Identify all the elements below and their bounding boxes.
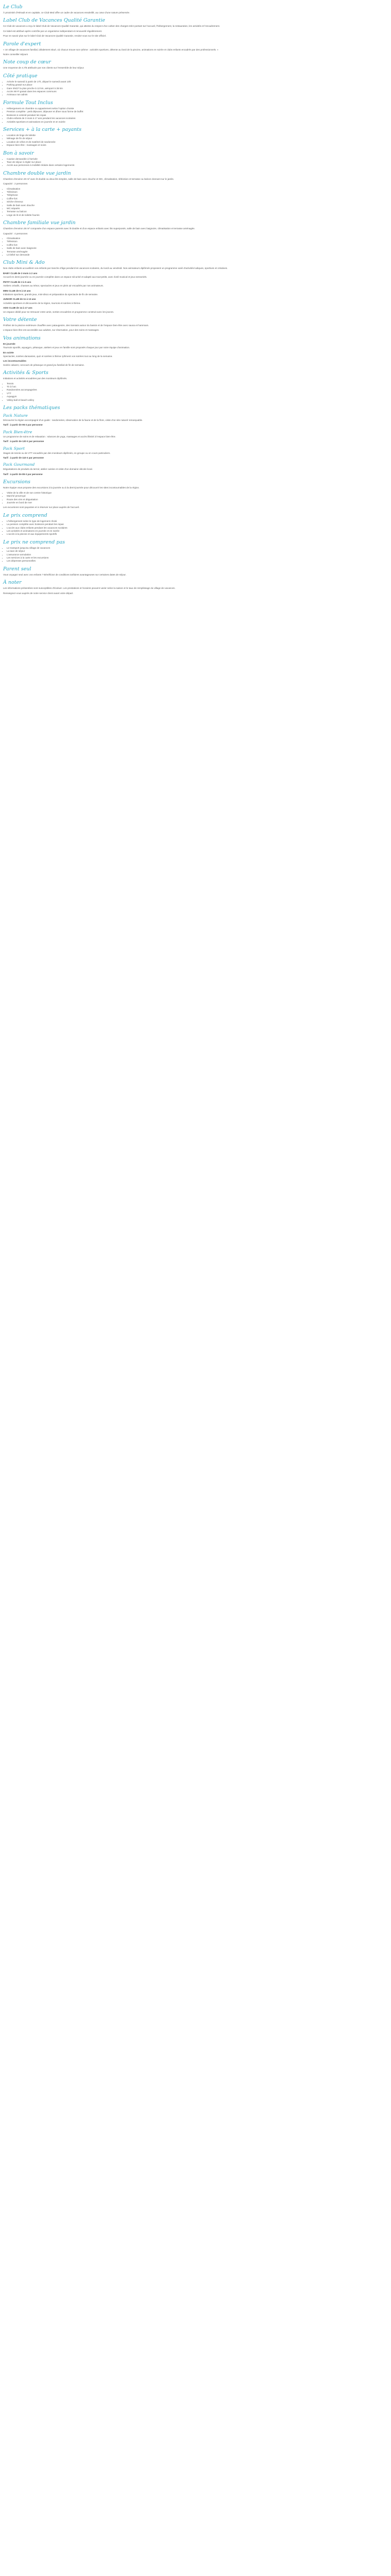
list-item: • Terrasse aménagée — [7, 250, 388, 253]
list-item: • Le transport jusqu'au village de vacances — [7, 547, 388, 550]
list-item: • Salle de bain avec douche — [7, 204, 388, 207]
bullet-list — [3, 158, 388, 167]
bullet-list — [3, 520, 388, 536]
section-heading: Vos animations — [3, 335, 41, 341]
section-heading: Formule Tout Inclus — [3, 99, 53, 106]
section-heading: Parent seul — [3, 566, 31, 572]
section-heading: Le prix comprend — [3, 512, 47, 518]
list-item: • Journée en bord de mer — [7, 501, 388, 504]
section-heading: Les packs thématiques — [3, 405, 60, 411]
section-heading: Parole d'expert — [3, 41, 41, 47]
subheading: JUNIOR CLUB de 11 à 13 ans — [3, 298, 36, 301]
subheading: PETIT CLUB de 3 à 5 ans — [3, 280, 31, 283]
paragraph: Notre équipe vous propose des excursions à la journée ou à la demi-journée pour découvrir les sites incontournables de la région. — [3, 486, 140, 489]
section-heading: Côté pratique — [3, 73, 38, 79]
list-item: • Activités sportives et animations en journée et en soirée — [7, 121, 388, 124]
paragraph: Renseignez-vous auprès de notre service client avant votre départ. — [3, 591, 74, 595]
paragraph: Les informations présentées sont susceptibles d'évoluer. Les prestations et horaires peuvent varier selon la saison et le taux de remplissage du village de vacances. — [3, 587, 175, 590]
section-les-packs-thematiques — [3, 405, 388, 411]
subheading: ADO CLUB de 14 à 17 ans — [3, 307, 32, 310]
list-item: • La taxe de séjour — [7, 550, 388, 553]
bullet-list — [3, 382, 388, 402]
list-item: • L'accès à la piscine et aux équipements sportifs — [7, 533, 388, 536]
list-item: • Les dépenses personnelles — [7, 560, 388, 563]
list-item: • Tir à l'arc — [7, 385, 388, 388]
section-label-club-de-vacances-qualite-garantie — [3, 18, 388, 38]
list-item: • Volley-ball et beach-volley — [7, 399, 388, 402]
subheading: Tarif : à partir de 85 € par personne — [3, 472, 43, 476]
paragraph: Spectacles, soirées dansantes, quiz et soirées à thème rythment vos soirées tout au long de la semaine. — [3, 354, 113, 358]
list-item: • Parking gratuit sur place — [7, 83, 388, 87]
section-heading: Bon à savoir — [3, 150, 34, 156]
section-pack-gourmand — [3, 462, 388, 476]
subheading: BABY CLUB de 3 mois à 2 ans — [3, 272, 38, 275]
section-heading: Chambre double vue jardin — [3, 170, 71, 176]
section-heading: Votre détente — [3, 316, 37, 323]
paragraph: Chambre d'environ 28 m² composée d'un espace parents avec lit double et d'un espace enfants avec lits superposés, salle de bain avec baignoire, climatisation et terrasse aménagée. — [3, 227, 196, 230]
section-le-prix-ne-comprend-pas — [3, 539, 388, 563]
paragraph: Nos clubs enfants accueillent vos enfants par tranche d'âge pendant les vacances scolaires, du lundi au vendredi. Nos animateurs diplômés proposent un programme varié d'activités ludiques, sportives et créatives. — [3, 267, 228, 270]
section-heading: Activités & Sports — [3, 370, 48, 376]
section-heading: Note coup de cœur — [3, 59, 51, 65]
section-heading: Chambre familiale vue jardin — [3, 220, 76, 226]
section-heading: Pack Nature — [3, 413, 28, 418]
section-heading: Pack Sport — [3, 446, 25, 451]
list-item: • Téléphone — [7, 194, 388, 197]
paragraph: À proximité d'Hérault et en capitale, ce Club Med offre un cadre de vacances ensoleillé, au cœur d'une nature préservée. — [3, 11, 130, 14]
paragraph: Initiations sportives, grands jeux, mini-disco et préparation du spectacle de fin de semaine. — [3, 293, 99, 296]
list-item: • Sèche-cheveux — [7, 200, 388, 204]
list-item: • Les activités et animations en journée et en soirée — [7, 530, 388, 533]
list-item: • Taxe de séjour à régler sur place — [7, 161, 388, 164]
list-item: • Linge de lit et de toilette fournis — [7, 214, 388, 217]
paragraph: Un programme de soins et de relaxation : séances de yoga, massages et accès illimité à l'espace bien-être. — [3, 435, 116, 438]
bullet-list — [3, 237, 388, 257]
section-heading: Label Club de Vacances Qualité Garantie — [3, 18, 105, 24]
list-item: • Climatisation — [7, 188, 388, 191]
paragraph: Vous voyagez seul avec vos enfants ? Bénéficiez de conditions tarifaires avantageuses sur certaines dates de séjour. — [3, 573, 126, 576]
paragraph: Ce Club de vacances a reçu le label Club de Vacances Qualité Garantie, qui atteste du respect d'un cahier des charges strict portant sur l'accueil, l'hébergement, la restauration, les activités et l'encadrement. — [3, 25, 220, 28]
list-item: • Clubs enfants de 3 mois à 17 ans pendant les vacances scolaires — [7, 117, 388, 120]
list-item: • Terrasse ou balcon — [7, 210, 388, 213]
subheading: Tarif : à partir de 95 € par personne — [3, 423, 43, 427]
list-item: • Hébergement en chambre ou appartement selon l'option choisie — [7, 107, 388, 110]
list-item: • Route des vins et dégustation — [7, 498, 388, 501]
section-pack-nature — [3, 413, 388, 427]
bullet-list — [3, 80, 388, 97]
section-heading: Le Club — [3, 4, 23, 10]
list-item: • Télévision — [7, 240, 388, 243]
list-item: • Caution demandée à l'arrivée — [7, 158, 388, 161]
paragraph: Soirée cabaret, concours de pétanque et grand jeu familial de fin de semaine. — [3, 363, 85, 366]
paragraph: Capacité : 2 personnes — [3, 182, 28, 185]
list-item: • Tennis — [7, 382, 388, 385]
list-item: • WC séparés — [7, 207, 388, 210]
list-item: • Coffre-fort — [7, 244, 388, 247]
subheading: Tarif : à partir de 110 € par personne — [3, 456, 44, 460]
section-note-coup-de-c-ur — [3, 59, 388, 70]
section-club-mini-ado — [3, 260, 388, 313]
subheading: En journée — [3, 342, 15, 345]
list-item: • Salle de bain avec baignoire — [7, 247, 388, 250]
list-item: • Accès aux personnes à mobilité réduite dans certains logements — [7, 164, 388, 167]
subheading: Les incontournables — [3, 360, 26, 363]
section-cote-pratique — [3, 73, 388, 97]
list-item: • Animaux non admis — [7, 93, 388, 96]
paragraph: Stages de tennis ou de VTT encadrés par des moniteurs diplômés, en groupe ou en cours particuliers. — [3, 451, 111, 454]
list-item: • Pension complète : petit déjeuner, déjeuner et dîner sous forme de buffet — [7, 110, 388, 113]
section-chambre-double-vue-jardin — [3, 171, 388, 217]
list-item: • Climatisation — [7, 237, 388, 240]
list-item: • Télévision — [7, 191, 388, 194]
paragraph: Découvrez la région accompagné d'un guide : randonnées, observation de la faune et de la flore, visite d'un site naturel remarquable. — [3, 419, 143, 422]
subheading: MINI CLUB de 6 à 10 ans — [3, 289, 31, 292]
list-item: • Boissons à volonté pendant les repas — [7, 114, 388, 117]
paragraph: Une moyenne de 4,7/5 attribuée par nos clients sur l'ensemble de leur séjour. — [3, 66, 85, 70]
paragraph: Les excursions sont payantes et à réserver sur place auprès de l'accueil. — [3, 506, 79, 509]
paragraph: Ateliers créatifs, chasses au trésor, spectacles et jeux en plein air encadrés par nos animateurs. — [3, 284, 104, 287]
section-services-a-la-carte-payants — [3, 127, 388, 147]
section-parole-d-expert — [3, 41, 388, 57]
page-content — [0, 0, 391, 602]
section-heading: Le prix ne comprend pas — [3, 539, 65, 545]
section-bon-a-savoir — [3, 150, 388, 167]
list-item: • Visite de la ville et de son centre historique — [7, 492, 388, 495]
section-heading: Pack Gourmand — [3, 462, 35, 467]
list-item: • L'hébergement selon le type de logement choisi — [7, 520, 388, 523]
bullet-list — [3, 547, 388, 563]
section-chambre-familiale-vue-jardin — [3, 220, 388, 257]
section-parent-seul — [3, 566, 388, 577]
list-item: • VTT — [7, 392, 388, 395]
subheading: Tarif : à partir de 120 € par personne — [3, 440, 44, 443]
section-pack-bien-etre — [3, 430, 388, 444]
bullet-list — [3, 107, 388, 124]
section-le-prix-comprend — [3, 513, 388, 536]
paragraph: Ce label est attribué après contrôle par un organisme indépendant et renouvelé régulièrement. — [3, 29, 103, 32]
bullet-list — [3, 134, 388, 147]
bullet-list — [3, 492, 388, 505]
list-item: • Location de vélos et de matériel de randonnée — [7, 141, 388, 144]
section-heading: Pack Bien-être — [3, 429, 32, 434]
paragraph: Tournois sportifs, aquagym, pétanque, ateliers et jeux en famille sont proposés chaque jour par notre équipe d'animation. — [3, 346, 130, 349]
list-item: • Espace bien-être : massages et soins — [7, 144, 388, 147]
paragraph: Notre conseiller séjours — [3, 53, 28, 56]
list-item: • Marché provençal — [7, 495, 388, 498]
paragraph: L'espace bien-être est accessible aux adultes, sur réservation, pour des soins et massages. — [3, 329, 100, 332]
section-heading: Excursions — [3, 479, 30, 485]
paragraph: Activités sportives et découverte de la région, tournois et soirées à thème. — [3, 301, 81, 304]
section-activites-sports — [3, 370, 388, 402]
section-a-noter — [3, 580, 388, 595]
list-item: • Gare SNCF la plus proche à 12 km, aéroport à 35 km — [7, 87, 388, 90]
list-item: • Aquagym — [7, 395, 388, 398]
paragraph: Profitez de la piscine extérieure chauffée avec pataugeoire, des transats autour du bassin et de l'espace bien-être avec sauna et hammam. — [3, 324, 149, 327]
section-heading: Club Mini & Ado — [3, 260, 45, 266]
paragraph: Initiations et activités encadrées par des moniteurs diplômés. — [3, 377, 68, 380]
list-item: • Randonnées accompagnées — [7, 388, 388, 392]
list-item: • Les services à la carte et les excursions — [7, 556, 388, 560]
list-item: • Coffre-fort — [7, 197, 388, 200]
paragraph: Chambre d'environ 20 m² avec lit double ou deux lits simples, salle de bain avec douche et WC, climatisation, télévision et terrasse ou balcon donnant sur le jardin. — [3, 177, 174, 180]
paragraph: Dégustations de produits du terroir, atelier cuisine et visite d'un domaine viticole local. — [3, 468, 93, 471]
list-item: • Ménage de fin de séjour — [7, 137, 388, 140]
list-item: • Location de linge de toilette — [7, 134, 388, 137]
list-item: • Lit bébé sur demande — [7, 253, 388, 257]
list-item: • Accès Wi-Fi gratuit dans les espaces communs — [7, 90, 388, 93]
section-excursions — [3, 479, 388, 509]
list-item: • L'accès aux clubs enfants pendant les vacances scolaires — [7, 527, 388, 530]
section-votre-detente — [3, 317, 388, 332]
section-le-club — [3, 4, 388, 14]
section-heading: À noter — [3, 580, 22, 586]
paragraph: Un espace dédié pour se retrouver entre amis, sorties encadrées et programme construit avec les jeunes. — [3, 310, 114, 313]
section-heading: Services + à la carte + payants — [3, 126, 82, 132]
paragraph: « Un village de vacances familial, idéalement situé, où chacun trouve son rythme : activités sportives, détente au bord de la piscine, animations en soirée et clubs enfants encadrés par des professionnels. » — [3, 48, 219, 51]
paragraph: Pour en savoir plus sur le label Club de Vacances Qualité Garantie, rendez-vous sur le site officiel. — [3, 35, 107, 38]
paragraph: Accueil en demi-journée ou en journée complète dans un espace sécurisé et adapté aux tout-petits, avec éveil musical et jeux sensoriels. — [3, 276, 148, 279]
section-pack-sport — [3, 446, 388, 460]
section-vos-animations — [3, 335, 388, 367]
paragraph: Capacité : 4 personnes — [3, 232, 28, 235]
list-item: • L'assurance annulation — [7, 553, 388, 556]
section-formule-tout-inclus — [3, 100, 388, 124]
list-item: • Arrivée le samedi à partir de 17h, départ le samedi avant 10h — [7, 80, 388, 83]
bullet-list — [3, 188, 388, 217]
subheading: En soirée — [3, 351, 14, 354]
list-item: • La pension complète avec boissons pendant les repas — [7, 523, 388, 526]
